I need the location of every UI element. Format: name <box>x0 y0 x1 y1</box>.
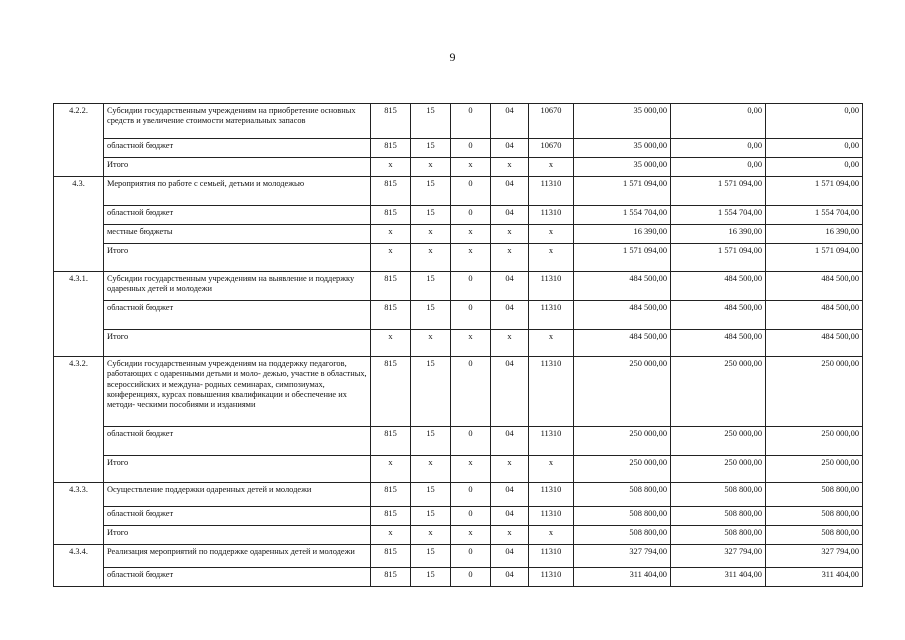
budget-code-3: х <box>451 526 491 545</box>
budget-code-5: х <box>529 158 574 177</box>
table-row <box>54 225 863 244</box>
budget-code-5: 11310 <box>529 507 574 526</box>
amount-year-2: 0,00 <box>671 139 766 158</box>
amount-year-3: 1 554 704,00 <box>766 206 863 225</box>
amount-year-2: 311 404,00 <box>671 568 766 587</box>
budget-code-4: 04 <box>491 427 529 456</box>
amount-year-3: 508 800,00 <box>766 526 863 545</box>
amount-year-2: 250 000,00 <box>671 357 766 427</box>
table-row <box>54 483 863 507</box>
row-name: Итого <box>104 330 371 357</box>
budget-code-2: 15 <box>411 104 451 139</box>
budget-code-4: 04 <box>491 568 529 587</box>
amount-year-1: 35 000,00 <box>574 158 671 177</box>
budget-code-1: 815 <box>371 177 411 206</box>
budget-code-3: 0 <box>451 206 491 225</box>
table-row <box>54 357 863 427</box>
budget-code-1: 815 <box>371 272 411 301</box>
budget-code-1: х <box>371 330 411 357</box>
budget-code-3: 0 <box>451 568 491 587</box>
amount-year-3: 327 794,00 <box>766 545 863 568</box>
budget-code-1: х <box>371 225 411 244</box>
budget-code-5: 11310 <box>529 357 574 427</box>
table-row <box>54 330 863 357</box>
budget-code-3: 0 <box>451 177 491 206</box>
budget-code-3: 0 <box>451 301 491 330</box>
table-row <box>54 456 863 483</box>
budget-code-2: х <box>411 244 451 272</box>
row-name: областной бюджет <box>104 139 371 158</box>
budget-code-3: 0 <box>451 427 491 456</box>
budget-code-2: 15 <box>411 507 451 526</box>
budget-code-4: х <box>491 225 529 244</box>
amount-year-3: 1 571 094,00 <box>766 177 863 206</box>
amount-year-3: 484 500,00 <box>766 272 863 301</box>
amount-year-2: 250 000,00 <box>671 427 766 456</box>
budget-code-5: х <box>529 526 574 545</box>
item-number: 4.3.2. <box>54 357 104 483</box>
budget-code-5: 11310 <box>529 545 574 568</box>
budget-code-1: 815 <box>371 357 411 427</box>
amount-year-2: 508 800,00 <box>671 526 766 545</box>
row-name: областной бюджет <box>104 206 371 225</box>
budget-code-2: 15 <box>411 357 451 427</box>
amount-year-3: 0,00 <box>766 139 863 158</box>
amount-year-2: 250 000,00 <box>671 456 766 483</box>
budget-code-2: 15 <box>411 272 451 301</box>
table-row <box>54 545 863 568</box>
budget-code-5: 11310 <box>529 206 574 225</box>
budget-code-1: 815 <box>371 545 411 568</box>
budget-code-5: 11310 <box>529 272 574 301</box>
amount-year-3: 311 404,00 <box>766 568 863 587</box>
budget-code-2: 15 <box>411 301 451 330</box>
row-name: областной бюджет <box>104 568 371 587</box>
budget-code-4: х <box>491 330 529 357</box>
budget-code-5: 11310 <box>529 568 574 587</box>
row-name: областной бюджет <box>104 301 371 330</box>
row-name: местные бюджеты <box>104 225 371 244</box>
amount-year-1: 508 800,00 <box>574 526 671 545</box>
budget-table-body <box>54 104 863 587</box>
budget-code-5: 11310 <box>529 177 574 206</box>
amount-year-1: 508 800,00 <box>574 483 671 507</box>
amount-year-3: 1 571 094,00 <box>766 244 863 272</box>
budget-code-5: х <box>529 244 574 272</box>
budget-code-1: 815 <box>371 568 411 587</box>
table-row <box>54 526 863 545</box>
budget-code-3: 0 <box>451 545 491 568</box>
amount-year-3: 0,00 <box>766 104 863 139</box>
budget-code-2: 15 <box>411 206 451 225</box>
row-name: Реализация мероприятий по поддержке одаренных детей и молодежи <box>104 545 371 568</box>
item-number: 4.3. <box>54 177 104 272</box>
amount-year-3: 250 000,00 <box>766 357 863 427</box>
table-row <box>54 568 863 587</box>
amount-year-2: 0,00 <box>671 158 766 177</box>
item-number: 4.2.2. <box>54 104 104 177</box>
budget-code-2: 15 <box>411 139 451 158</box>
budget-code-5: х <box>529 330 574 357</box>
amount-year-3: 508 800,00 <box>766 507 863 526</box>
budget-code-1: х <box>371 456 411 483</box>
budget-code-2: 15 <box>411 545 451 568</box>
amount-year-2: 484 500,00 <box>671 301 766 330</box>
budget-code-3: 0 <box>451 104 491 139</box>
table-row <box>54 104 863 139</box>
budget-code-1: 815 <box>371 483 411 507</box>
item-number: 4.3.1. <box>54 272 104 357</box>
item-number: 4.3.3. <box>54 483 104 545</box>
budget-code-3: х <box>451 244 491 272</box>
table-row <box>54 427 863 456</box>
amount-year-1: 327 794,00 <box>574 545 671 568</box>
budget-code-3: х <box>451 456 491 483</box>
amount-year-1: 1 571 094,00 <box>574 244 671 272</box>
row-name: Итого <box>104 158 371 177</box>
amount-year-2: 327 794,00 <box>671 545 766 568</box>
row-name: Субсидии государственным учреждениям на приобретение основных средств и увеличение стоимости материальных запасов <box>104 104 371 139</box>
amount-year-3: 250 000,00 <box>766 456 863 483</box>
budget-code-4: 04 <box>491 104 529 139</box>
budget-code-4: х <box>491 456 529 483</box>
budget-table <box>53 103 863 587</box>
amount-year-1: 484 500,00 <box>574 301 671 330</box>
row-name: Итого <box>104 456 371 483</box>
budget-code-1: х <box>371 526 411 545</box>
budget-code-2: х <box>411 330 451 357</box>
budget-code-4: 04 <box>491 357 529 427</box>
budget-code-1: х <box>371 244 411 272</box>
budget-code-2: 15 <box>411 177 451 206</box>
budget-code-3: х <box>451 225 491 244</box>
budget-code-5: х <box>529 456 574 483</box>
budget-code-4: 04 <box>491 507 529 526</box>
table-row <box>54 206 863 225</box>
table-row <box>54 139 863 158</box>
budget-code-3: 0 <box>451 483 491 507</box>
budget-code-4: 04 <box>491 272 529 301</box>
budget-code-3: х <box>451 158 491 177</box>
table-row <box>54 507 863 526</box>
amount-year-1: 35 000,00 <box>574 139 671 158</box>
budget-code-4: х <box>491 526 529 545</box>
budget-code-4: 04 <box>491 177 529 206</box>
amount-year-1: 484 500,00 <box>574 272 671 301</box>
row-name: Итого <box>104 526 371 545</box>
row-name: Мероприятия по работе с семьей, детьми и молодежью <box>104 177 371 206</box>
amount-year-1: 250 000,00 <box>574 427 671 456</box>
budget-code-1: 815 <box>371 507 411 526</box>
budget-code-2: 15 <box>411 483 451 507</box>
budget-code-5: 11310 <box>529 301 574 330</box>
budget-code-3: х <box>451 330 491 357</box>
budget-code-1: х <box>371 158 411 177</box>
budget-code-2: х <box>411 526 451 545</box>
table-row <box>54 272 863 301</box>
page-number: 9 <box>449 50 456 64</box>
amount-year-1: 1 554 704,00 <box>574 206 671 225</box>
budget-code-2: х <box>411 158 451 177</box>
budget-code-2: х <box>411 456 451 483</box>
budget-code-4: 04 <box>491 301 529 330</box>
row-name: Итого <box>104 244 371 272</box>
amount-year-1: 311 404,00 <box>574 568 671 587</box>
amount-year-1: 35 000,00 <box>574 104 671 139</box>
budget-code-1: 815 <box>371 206 411 225</box>
amount-year-1: 250 000,00 <box>574 456 671 483</box>
amount-year-1: 1 571 094,00 <box>574 177 671 206</box>
budget-code-4: 04 <box>491 483 529 507</box>
budget-code-4: х <box>491 158 529 177</box>
row-name: областной бюджет <box>104 427 371 456</box>
budget-code-1: 815 <box>371 104 411 139</box>
budget-code-4: х <box>491 244 529 272</box>
budget-code-3: 0 <box>451 357 491 427</box>
amount-year-2: 16 390,00 <box>671 225 766 244</box>
amount-year-3: 484 500,00 <box>766 330 863 357</box>
budget-code-4: 04 <box>491 139 529 158</box>
item-number: 4.3.4. <box>54 545 104 587</box>
row-name: Субсидии государственным учреждениям на выявление и поддержку одаренных детей и молодежи <box>104 272 371 301</box>
amount-year-2: 508 800,00 <box>671 483 766 507</box>
row-name: Субсидии государственным учреждениям на поддержку педагогов, работающих с одаренными детьми и моло- дежью, участие в областных, всероссийских и междуна- родных семинарах, симпозиумах, конференциях, курсах повышения квалификации и обеспечение их методи- ческими пособиями и изданиями <box>104 357 371 427</box>
amount-year-2: 1 571 094,00 <box>671 244 766 272</box>
budget-code-2: 15 <box>411 568 451 587</box>
amount-year-2: 1 554 704,00 <box>671 206 766 225</box>
row-name: областной бюджет <box>104 507 371 526</box>
budget-code-5: 10670 <box>529 104 574 139</box>
row-name: Осуществление поддержки одаренных детей и молодежи <box>104 483 371 507</box>
amount-year-3: 484 500,00 <box>766 301 863 330</box>
table-row <box>54 177 863 206</box>
amount-year-2: 508 800,00 <box>671 507 766 526</box>
amount-year-3: 0,00 <box>766 158 863 177</box>
budget-code-4: 04 <box>491 545 529 568</box>
amount-year-3: 250 000,00 <box>766 427 863 456</box>
budget-code-5: х <box>529 225 574 244</box>
budget-code-2: х <box>411 225 451 244</box>
amount-year-2: 1 571 094,00 <box>671 177 766 206</box>
budget-code-4: 04 <box>491 206 529 225</box>
budget-code-1: 815 <box>371 301 411 330</box>
budget-code-3: 0 <box>451 139 491 158</box>
amount-year-3: 16 390,00 <box>766 225 863 244</box>
table-row <box>54 244 863 272</box>
budget-code-1: 815 <box>371 427 411 456</box>
amount-year-1: 16 390,00 <box>574 225 671 244</box>
amount-year-3: 508 800,00 <box>766 483 863 507</box>
budget-code-5: 10670 <box>529 139 574 158</box>
table-row <box>54 158 863 177</box>
amount-year-1: 250 000,00 <box>574 357 671 427</box>
amount-year-2: 484 500,00 <box>671 330 766 357</box>
amount-year-2: 484 500,00 <box>671 272 766 301</box>
budget-code-3: 0 <box>451 507 491 526</box>
budget-code-2: 15 <box>411 427 451 456</box>
budget-code-3: 0 <box>451 272 491 301</box>
amount-year-1: 508 800,00 <box>574 507 671 526</box>
amount-year-2: 0,00 <box>671 104 766 139</box>
table-row <box>54 301 863 330</box>
budget-code-5: 11310 <box>529 427 574 456</box>
budget-code-1: 815 <box>371 139 411 158</box>
amount-year-1: 484 500,00 <box>574 330 671 357</box>
budget-code-5: 11310 <box>529 483 574 507</box>
